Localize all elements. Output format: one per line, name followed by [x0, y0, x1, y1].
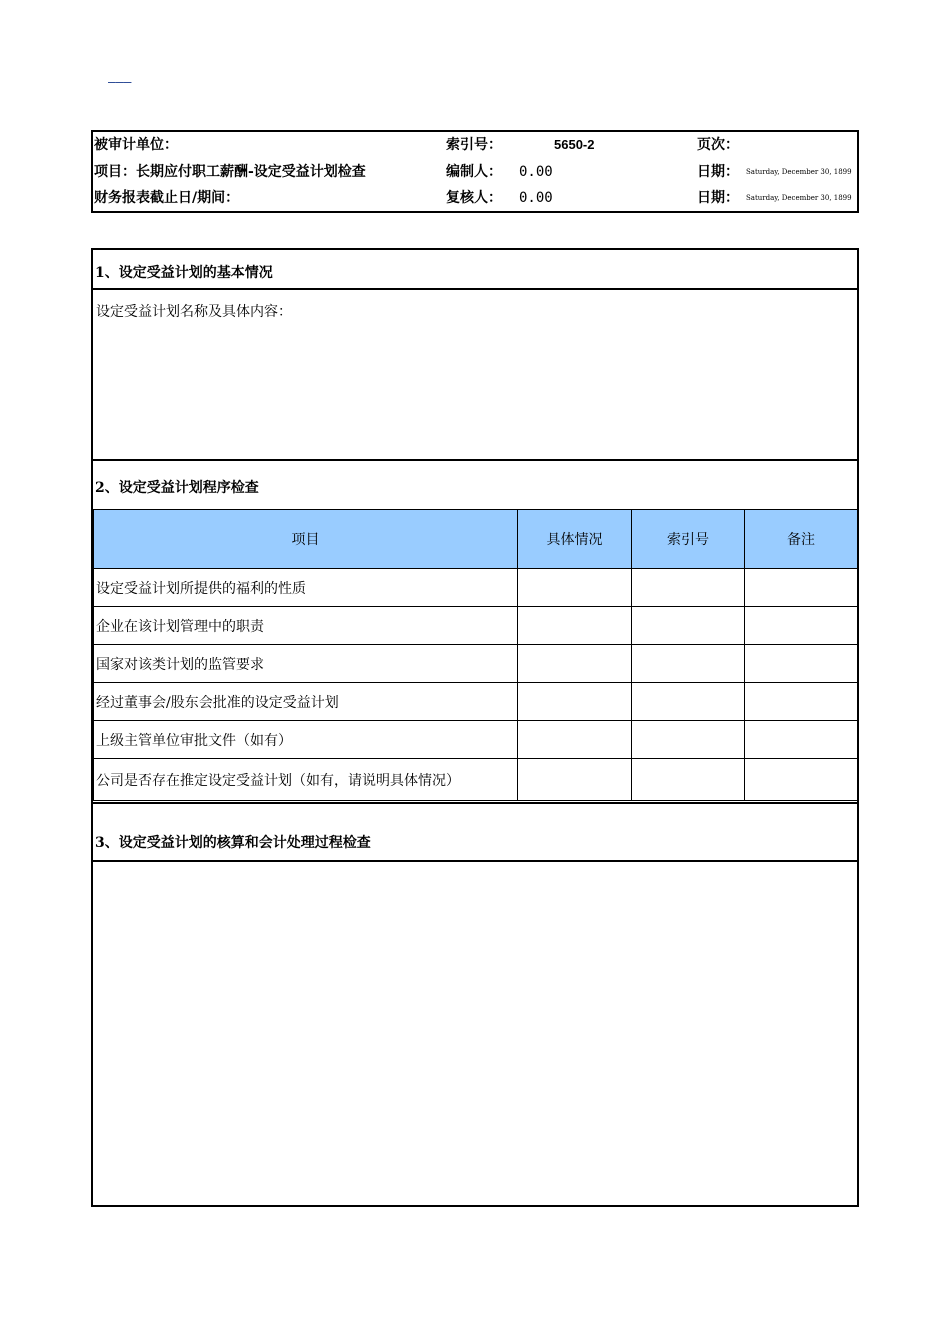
section3-title: 3、设定受益计划的核算和会计处理过程检查 [95, 835, 371, 851]
date-label-2: 日期： [697, 190, 739, 206]
project-label: 项目：长期应付职工薪酬-设定受益计划检查 [94, 164, 366, 180]
column-header: 备注 [745, 510, 858, 569]
preparer-value: 0.00 [519, 164, 553, 180]
page-label: 页次： [697, 137, 739, 153]
index-cell[interactable] [632, 721, 745, 759]
section2-title: 2、设定受益计划程序检查 [95, 480, 259, 496]
detail-cell[interactable] [518, 683, 632, 721]
divider [93, 459, 857, 461]
row-item: 国家对该类计划的监管要求 [94, 645, 518, 683]
header-row-3 [93, 185, 857, 211]
top-mark: ——— [108, 75, 132, 90]
table-header-row [94, 510, 858, 569]
index-cell[interactable] [632, 607, 745, 645]
remark-cell[interactable] [745, 607, 858, 645]
column-header: 项目 [94, 510, 518, 569]
period-label: 财务报表截止日/期间： [94, 190, 240, 206]
detail-cell[interactable] [518, 569, 632, 607]
table-row [94, 645, 858, 683]
index-cell[interactable] [632, 569, 745, 607]
remark-cell[interactable] [745, 683, 858, 721]
table-row [94, 569, 858, 607]
reviewer-label: 复核人： [446, 190, 502, 206]
detail-cell[interactable] [518, 759, 632, 801]
header-row-2 [93, 159, 857, 185]
index-cell[interactable] [632, 759, 745, 801]
date-label-1: 日期： [697, 164, 739, 180]
divider [93, 288, 857, 290]
remark-cell[interactable] [745, 645, 858, 683]
index-cell[interactable] [632, 645, 745, 683]
divider [93, 802, 857, 804]
detail-cell[interactable] [518, 721, 632, 759]
index-value: 5650-2 [554, 137, 595, 152]
preparer-label: 编制人： [446, 164, 502, 180]
header-row-1 [93, 132, 857, 158]
remark-cell[interactable] [745, 759, 858, 801]
header-table [91, 130, 859, 213]
section3-content-area[interactable] [93, 862, 857, 1202]
table-row [94, 683, 858, 721]
index-cell[interactable] [632, 683, 745, 721]
date-value-2: Saturday, December 30, 1899 [746, 194, 852, 202]
row-item: 设定受益计划所提供的福利的性质 [94, 569, 518, 607]
row-item: 企业在该计划管理中的职责 [94, 607, 518, 645]
workpaper-body [91, 248, 859, 1207]
detail-cell[interactable] [518, 645, 632, 683]
reviewer-value: 0.00 [519, 190, 553, 206]
table-row [94, 607, 858, 645]
section1-title: 1、设定受益计划的基本情况 [95, 265, 273, 281]
remark-cell[interactable] [745, 569, 858, 607]
detail-cell[interactable] [518, 607, 632, 645]
date-value-1: Saturday, December 30, 1899 [746, 168, 852, 176]
remark-cell[interactable] [745, 721, 858, 759]
row-item: 上级主管单位审批文件（如有） [94, 721, 518, 759]
table-row [94, 721, 858, 759]
index-label: 索引号： [446, 137, 502, 153]
column-header: 具体情况 [518, 510, 632, 569]
audited-unit-label: 被审计单位： [94, 137, 178, 153]
section1-content-label: 设定受益计划名称及具体内容： [96, 304, 292, 320]
table-row [94, 759, 858, 801]
row-item: 经过董事会/股东会批准的设定受益计划 [94, 683, 518, 721]
row-item: 公司是否存在推定设定受益计划（如有，请说明具体情况） [94, 759, 518, 801]
procedure-table [93, 509, 858, 801]
column-header: 索引号 [632, 510, 745, 569]
